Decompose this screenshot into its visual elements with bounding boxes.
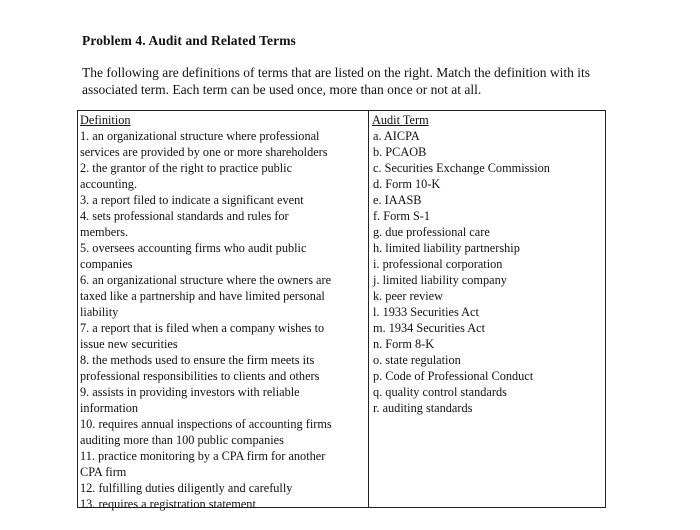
definition-line: accounting. xyxy=(80,177,138,191)
definition-line: 8. the methods used to ensure the firm meets its xyxy=(80,353,315,367)
audit-term-item: q. quality control standards xyxy=(373,385,507,399)
definition-header: Definition xyxy=(80,113,131,127)
audit-term-item: i. professional corporation xyxy=(373,257,503,271)
audit-term-item: a. AICPA xyxy=(373,129,420,143)
definition-line: services are provided by one or more shareholders xyxy=(80,145,328,159)
definition-line: professional responsibilities to clients and others xyxy=(80,369,320,383)
audit-term-item: e. IAASB xyxy=(373,193,422,207)
audit-term-item: k. peer review xyxy=(373,289,443,303)
audit-term-item: b. PCAOB xyxy=(373,145,427,159)
definition-line: 1. an organizational structure where professional xyxy=(80,129,320,143)
definition-line: 4. sets professional standards and rules for xyxy=(80,209,289,223)
audit-term-column xyxy=(373,112,603,416)
audit-term-item: f. Form S-1 xyxy=(373,209,431,223)
definition-line: CPA firm xyxy=(80,465,127,479)
definition-line: information xyxy=(80,401,139,415)
definition-line: liability xyxy=(80,305,119,319)
definition-line: 13. requires a registration statement xyxy=(80,497,256,511)
definition-line: 6. an organizational structure where the owners are xyxy=(80,273,332,287)
definition-line: 3. a report filed to indicate a significant event xyxy=(80,193,304,207)
definition-line: 7. a report that is filed when a company wishes to xyxy=(80,321,325,335)
definition-line: 9. assists in providing investors with reliable xyxy=(80,385,300,399)
audit-term-item: c. Securities Exchange Commission xyxy=(373,161,550,175)
definition-line: taxed like a partnership and have limited personal xyxy=(80,289,325,303)
audit-term-item: m. 1934 Securities Act xyxy=(373,321,486,335)
audit-term-item: h. limited liability partnership xyxy=(373,241,520,255)
definition-line: 10. requires annual inspections of accounting firms xyxy=(80,417,332,431)
audit-term-item: j. limited liability company xyxy=(373,273,507,287)
definition-line: auditing more than 100 public companies xyxy=(80,433,284,447)
definition-line: 2. the grantor of the right to practice public xyxy=(80,161,293,175)
audit-term-item: p. Code of Professional Conduct xyxy=(373,369,534,383)
definition-list xyxy=(80,128,368,512)
instructions-paragraph: The following are definitions of terms that are listed on the right. Match the definition with its associated term. Each term can be used once, more than once or not at all. xyxy=(82,65,591,97)
definition-line: 12. fulfilling duties diligently and carefully xyxy=(80,481,293,495)
audit-term-item: g. due professional care xyxy=(373,225,490,239)
audit-term-item: d. Form 10-K xyxy=(373,177,441,191)
audit-term-item: n. Form 8-K xyxy=(373,337,435,351)
definition-line: issue new securities xyxy=(80,337,178,351)
audit-term-header: Audit Term xyxy=(372,113,429,127)
audit-term-item: l. 1933 Securities Act xyxy=(373,305,479,319)
definition-line: companies xyxy=(80,257,133,271)
definition-line: 5. oversees accounting firms who audit public xyxy=(80,241,307,255)
definition-column xyxy=(80,112,368,512)
definition-line: members. xyxy=(80,225,129,239)
audit-term-item: o. state regulation xyxy=(373,353,461,367)
problem-title: Problem 4. Audit and Related Terms xyxy=(82,33,296,48)
column-divider xyxy=(368,110,369,508)
definition-line: 11. practice monitoring by a CPA firm for another xyxy=(80,449,326,463)
audit-term-item: r. auditing standards xyxy=(373,401,473,415)
audit-term-list xyxy=(373,128,603,416)
